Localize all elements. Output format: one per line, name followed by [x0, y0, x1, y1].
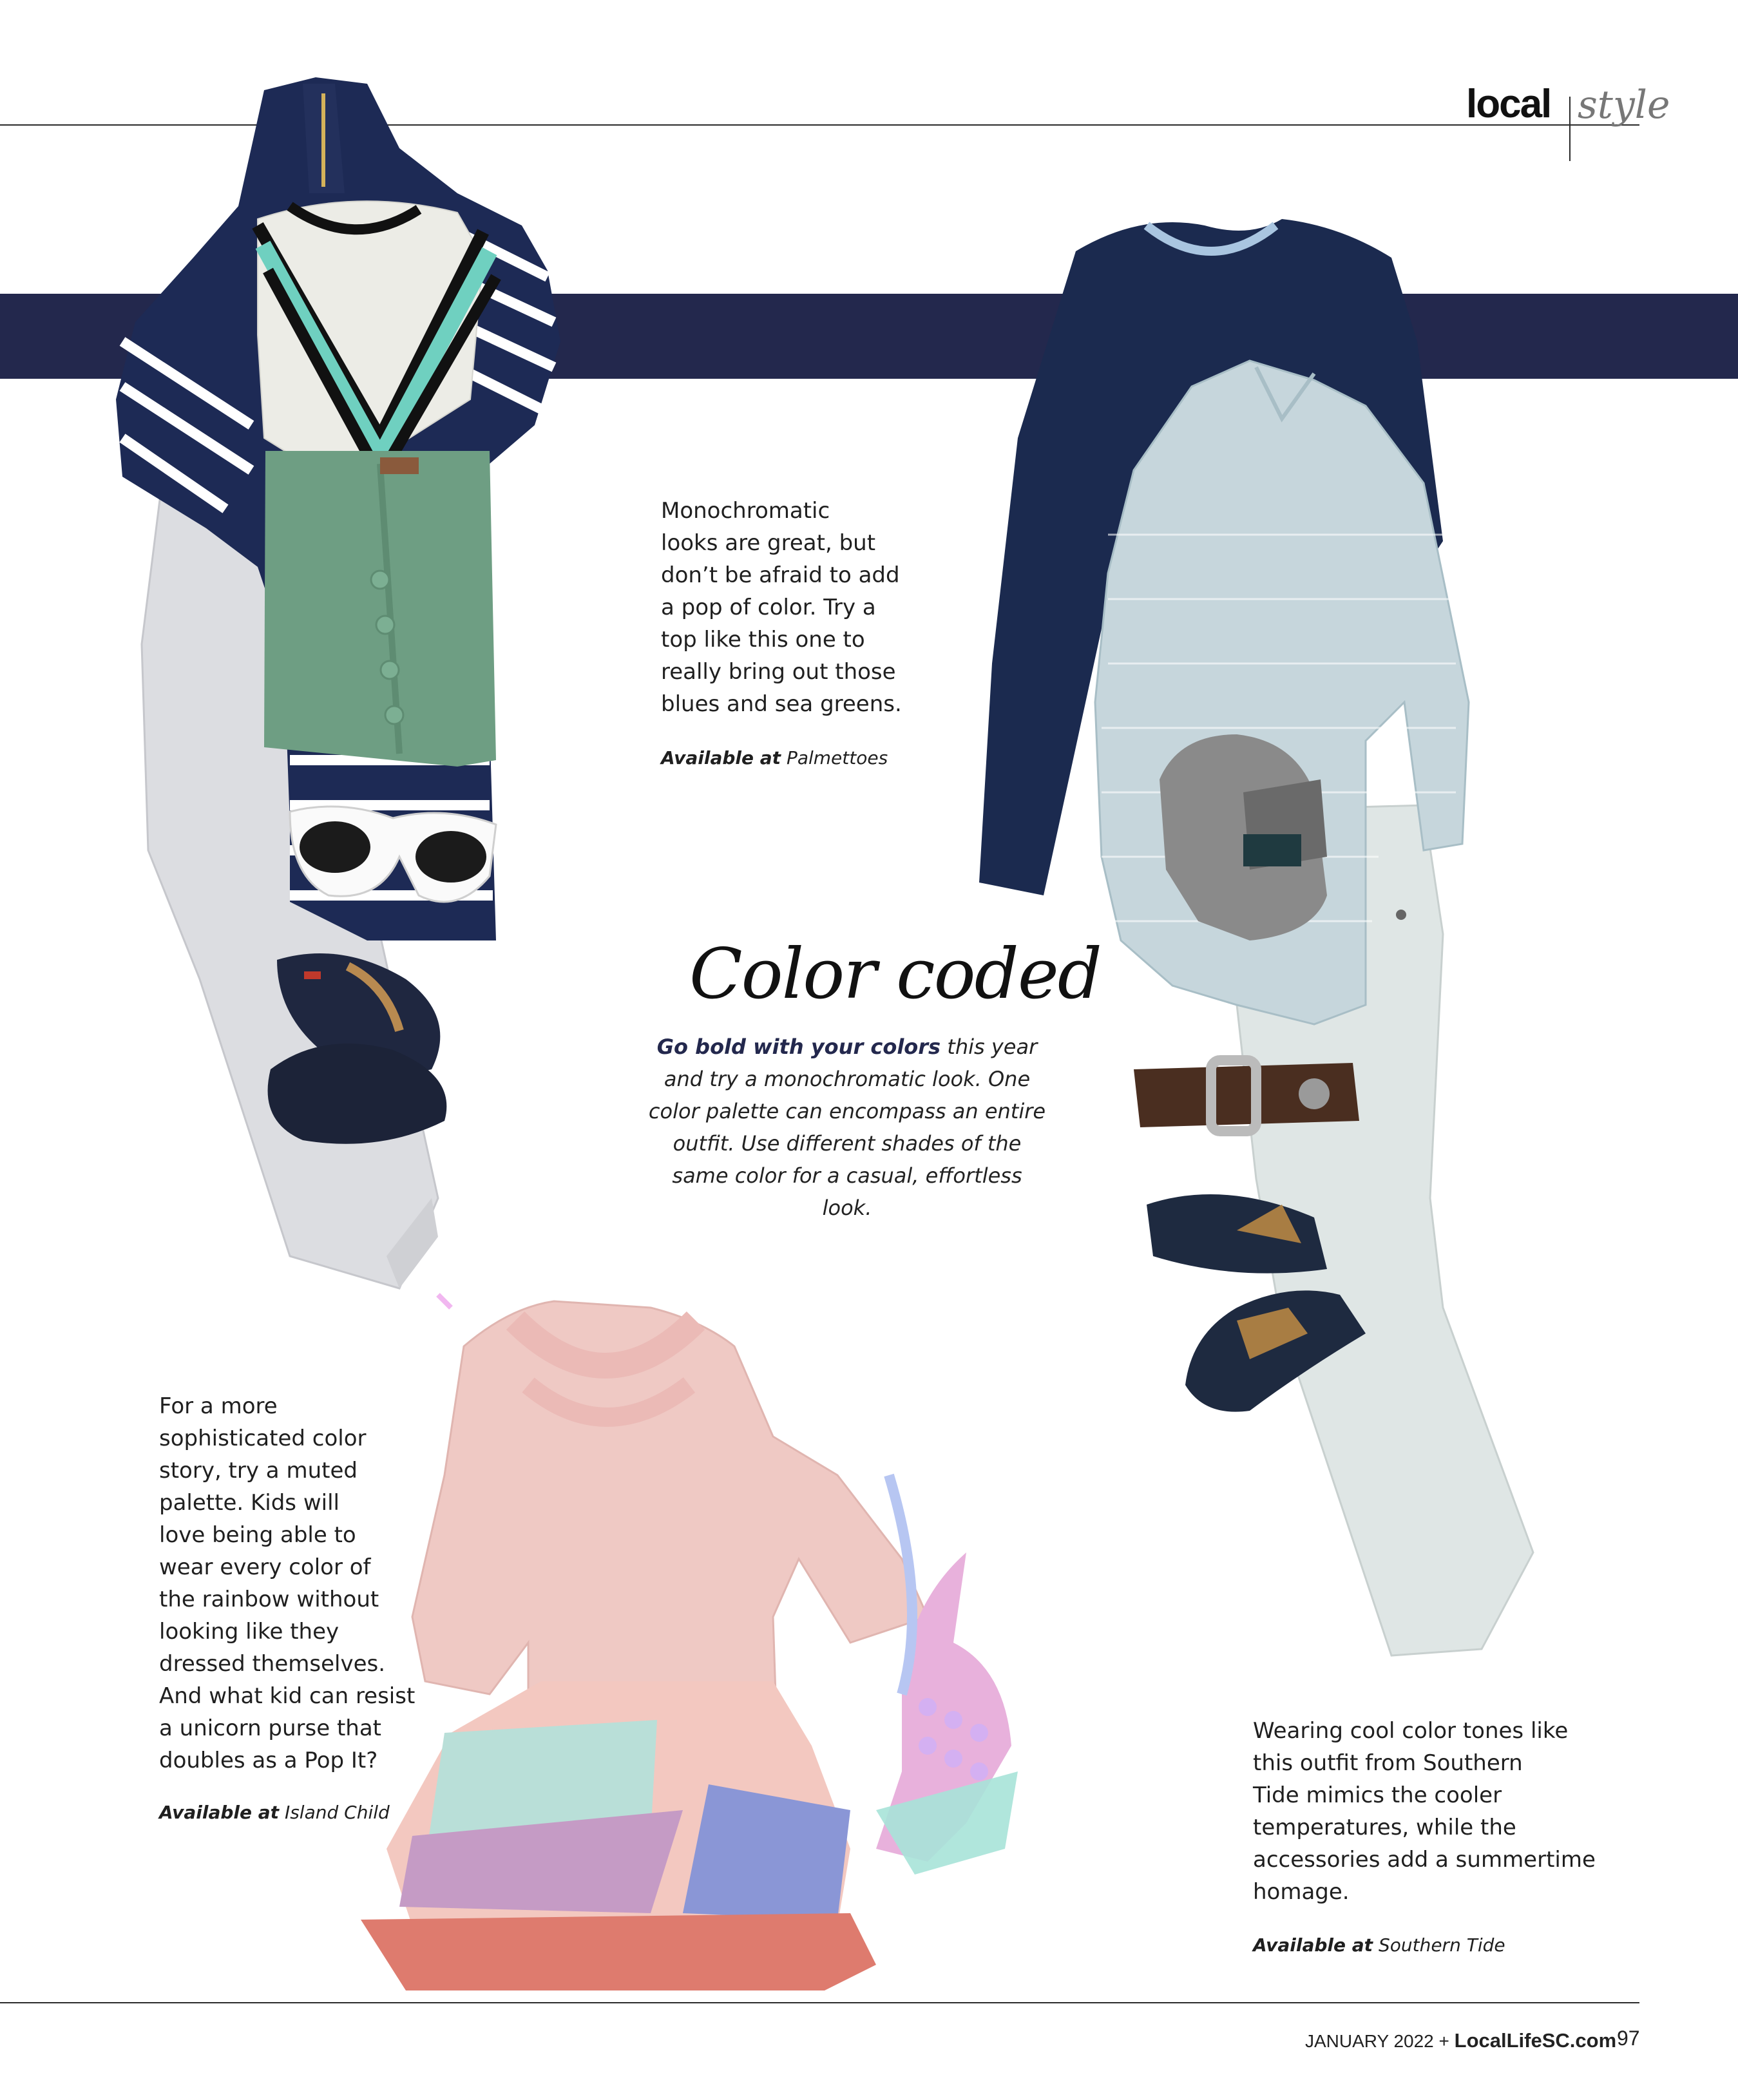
- caption-line: top like this one to: [661, 627, 865, 653]
- palmettoes-availability: [661, 747, 888, 768]
- caption-line: a pop of color. Try a: [661, 595, 876, 620]
- caption-line: palette. Kids will: [159, 1490, 339, 1516]
- caption-line: story, try a muted: [159, 1458, 358, 1484]
- available-label: Available at: [661, 747, 781, 768]
- article-intro: [644, 1031, 1050, 1224]
- caption-line: sophisticated color: [159, 1426, 367, 1451]
- intro-text: this year and try a monochromatic look. One color palette can encompass an entire outfit. Use different shades of the same color for a casual, effortless look.: [648, 1035, 1046, 1220]
- caption-line: love being able to: [159, 1522, 356, 1548]
- available-label: Available at: [159, 1802, 280, 1823]
- island-child-availability: [159, 1802, 390, 1823]
- issue-date: JANUARY 2022 +: [1305, 2031, 1455, 2051]
- footer-rule: [0, 2002, 1639, 2003]
- footer-credit: [1305, 2029, 1616, 2052]
- caption-line: looks are great, but: [661, 530, 876, 556]
- caption-line: blues and sea greens.: [661, 691, 902, 717]
- caption-line: Monochromatic: [661, 498, 830, 524]
- caption-line: homage.: [1253, 1879, 1350, 1905]
- caption-line: For a more: [159, 1393, 278, 1419]
- article-title: Color coded: [689, 934, 1101, 1015]
- caption-line: Tide mimics the cooler: [1253, 1782, 1502, 1808]
- island-child-outfit-photo: [348, 1282, 1185, 1997]
- store-name: Palmettoes: [786, 747, 888, 768]
- caption-line: a unicorn purse that: [159, 1715, 382, 1741]
- palmettoes-caption: [661, 495, 931, 720]
- caption-line: the rainbow without: [159, 1587, 379, 1612]
- available-label: Available at: [1253, 1934, 1373, 1956]
- caption-line: really bring out those: [661, 659, 896, 685]
- caption-line: looking like they: [159, 1619, 339, 1645]
- island-child-caption: [159, 1390, 430, 1777]
- intro-emphasis: Go bold with your colors: [656, 1035, 941, 1059]
- caption-line: temperatures, while the: [1253, 1815, 1516, 1840]
- caption-line: this outfit from Southern: [1253, 1750, 1523, 1776]
- caption-line: And what kid can resist: [159, 1683, 415, 1709]
- caption-line: Wearing cool color tones like: [1253, 1718, 1569, 1744]
- southern-tide-availability: [1253, 1934, 1505, 1956]
- page-number: 97: [1617, 2027, 1640, 2050]
- caption-line: doubles as a Pop It?: [159, 1748, 378, 1773]
- subsection-label: style: [1578, 82, 1670, 128]
- southern-tide-caption: [1253, 1715, 1614, 1908]
- caption-line: accessories add a summertime: [1253, 1847, 1596, 1873]
- store-name: Southern Tide: [1378, 1934, 1505, 1956]
- store-name: Island Child: [284, 1802, 390, 1823]
- caption-line: dressed themselves.: [159, 1651, 386, 1677]
- caption-line: wear every color of: [159, 1554, 371, 1580]
- section-label: local: [1466, 82, 1551, 126]
- caption-line: don’t be afraid to add: [661, 562, 900, 588]
- site-link[interactable]: LocalLifeSC.com: [1454, 2029, 1617, 2052]
- header-divider: [1569, 97, 1571, 161]
